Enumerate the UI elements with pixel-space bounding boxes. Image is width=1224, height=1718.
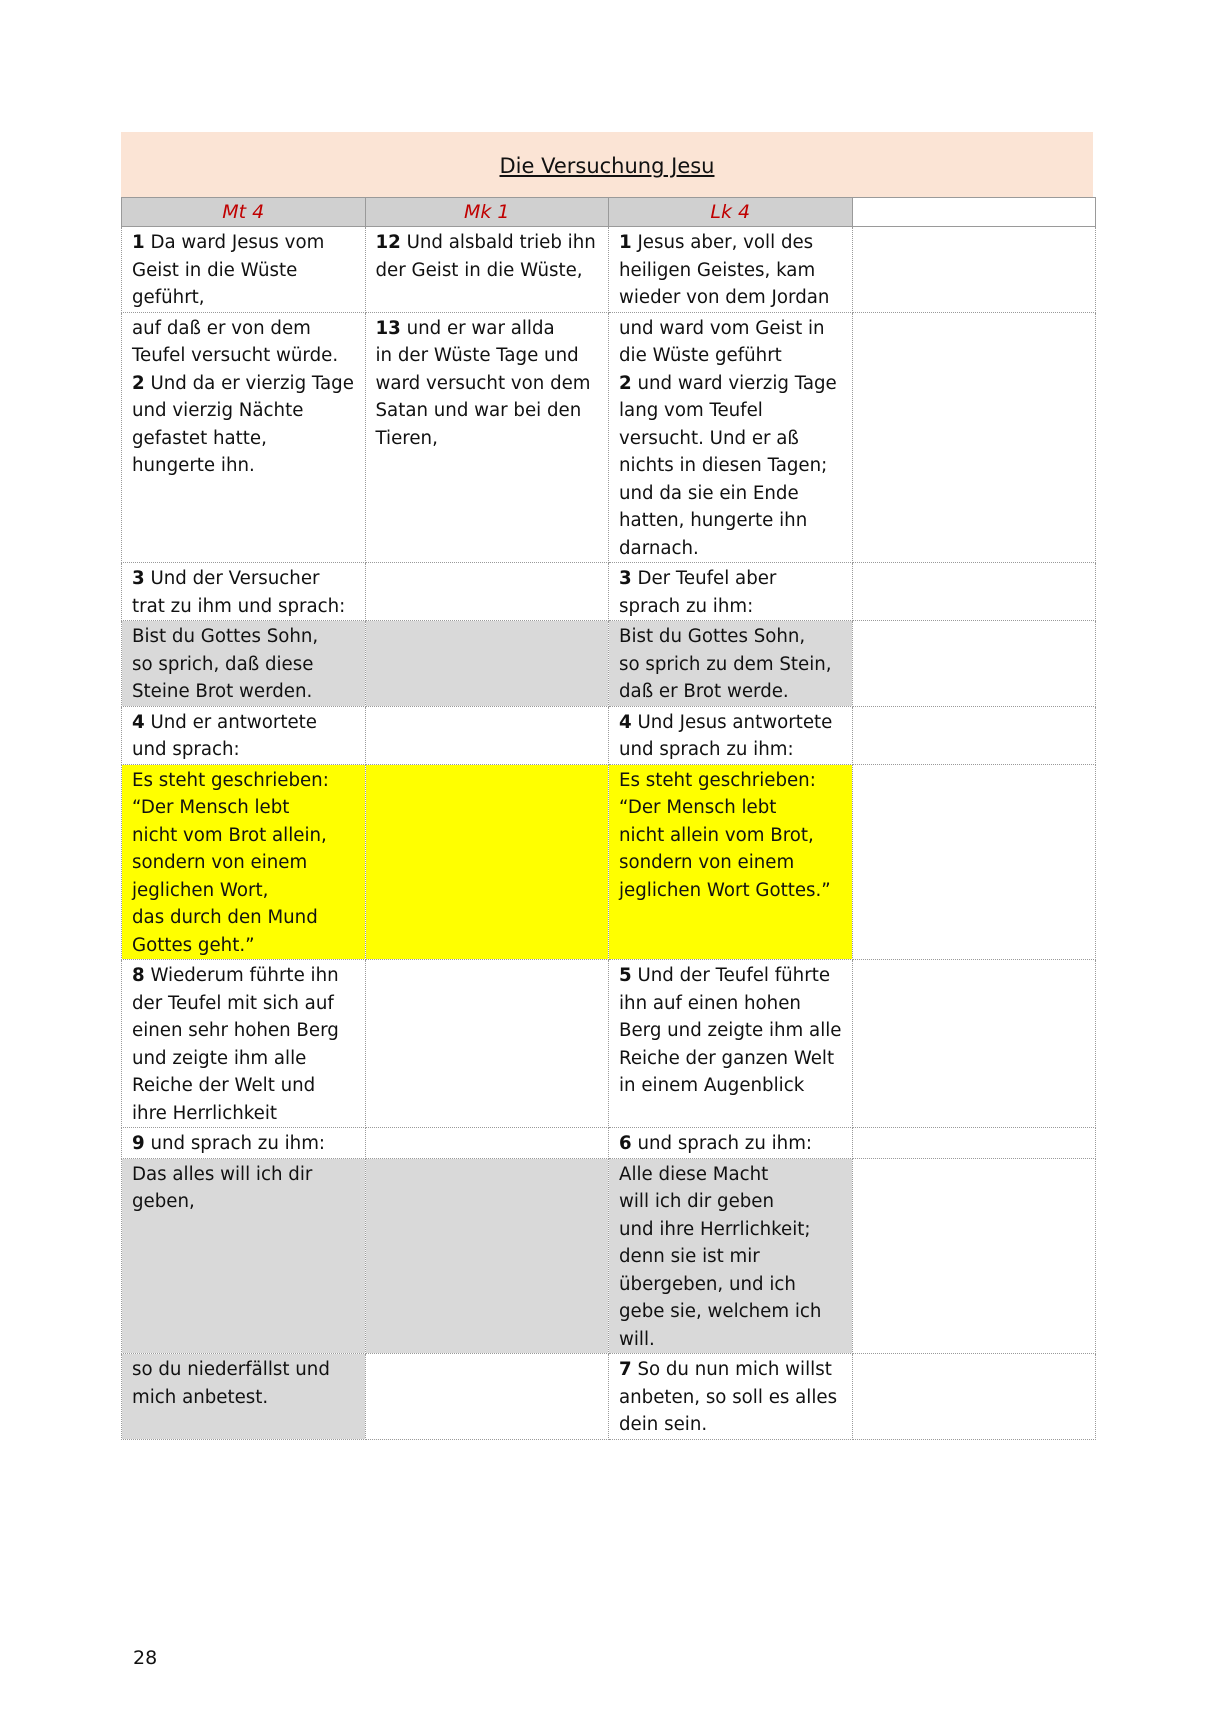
verse-text: und vierzig Nächte [132, 400, 304, 421]
text-line [132, 1100, 357, 1128]
text-line [619, 849, 844, 877]
verse-text: Da ward Jesus vom [144, 232, 325, 253]
text-line [619, 678, 844, 706]
verse-text: Und der Versucher [144, 568, 320, 589]
verse-number: 2 [619, 372, 632, 394]
text-line [132, 962, 357, 990]
text-line [376, 257, 601, 285]
text-line [619, 257, 844, 285]
verse-text: sondern von einem [132, 852, 308, 873]
text-line [619, 1384, 844, 1412]
text-line [132, 1188, 357, 1216]
cell-mk [365, 227, 609, 313]
verse-number: 13 [375, 317, 401, 339]
verse-text: geben, [132, 1191, 195, 1212]
text-line [619, 342, 844, 370]
cell-empty [852, 706, 1096, 764]
cell-mk [365, 764, 609, 960]
verse-text: und ward vom Geist in [619, 317, 825, 339]
text-line [619, 1411, 844, 1439]
page-number: 28 [133, 1647, 158, 1669]
verse-text: auf daß er von dem [132, 317, 311, 339]
verse-text: Der Teufel aber [631, 568, 777, 589]
verse-text: Geist in die Wüste [132, 259, 298, 281]
text-line [619, 794, 844, 822]
text-line [376, 315, 601, 343]
verse-number: 12 [375, 232, 401, 253]
verse-number: 9 [132, 1133, 145, 1154]
text-line [619, 709, 844, 737]
text-line [619, 1161, 844, 1189]
text-line [132, 990, 357, 1018]
text-line [619, 452, 844, 480]
synopsis-table [121, 197, 1096, 1440]
verse-text: und ward vierzig Tage [631, 372, 837, 394]
verse-text: so sprich zu dem Stein, [619, 653, 832, 675]
verse-text: “Der Mensch lebt [619, 797, 777, 818]
cell-mt [122, 960, 366, 1128]
text-line [619, 1298, 844, 1326]
cell-mt [122, 764, 366, 960]
verse-text: so sprich, daß diese [132, 653, 314, 675]
verse-text: sprach zu ihm: [619, 595, 754, 617]
cell-empty [852, 1354, 1096, 1440]
verse-text: Satan und war bei den [375, 400, 582, 421]
text-line [132, 1017, 357, 1045]
verse-text: Es steht geschrieben: [132, 769, 329, 791]
table-row [122, 1354, 1096, 1440]
text-line [132, 794, 357, 822]
table-row [122, 706, 1096, 764]
verse-text: Reiche der ganzen Welt [619, 1047, 835, 1069]
table-row [122, 312, 1096, 563]
table-row [122, 1128, 1096, 1159]
cell-lk [609, 1354, 853, 1440]
verse-text: Und alsbald trieb ihn [400, 232, 596, 253]
verse-text: ward versucht von dem [375, 372, 591, 394]
verse-number: 8 [132, 965, 145, 986]
text-line [132, 257, 357, 285]
text-line [132, 1356, 357, 1384]
verse-text: und sprach zu ihm: [631, 1133, 813, 1154]
verse-text: der Teufel mit sich auf [132, 992, 334, 1014]
verse-text: in der Wüste Tage und [375, 345, 579, 366]
verse-text: Reiche der Welt und [132, 1075, 316, 1096]
verse-text: Berg und zeigte ihm alle [619, 1020, 842, 1041]
cell-lk [609, 960, 853, 1128]
text-line [132, 397, 357, 425]
text-line [619, 1130, 844, 1158]
verse-text: Und da er vierzig Tage [144, 372, 354, 394]
text-line [619, 315, 844, 343]
verse-text: hatten, hungerte ihn [619, 510, 808, 531]
table-row [122, 563, 1096, 621]
column-header-empty [852, 198, 1096, 227]
cell-mk [365, 960, 609, 1128]
verse-number: 4 [132, 711, 145, 733]
text-line [132, 904, 357, 932]
text-line [619, 480, 844, 508]
verse-text: jeglichen Wort Gottes.” [619, 879, 831, 901]
verse-text: einen sehr hohen Berg [132, 1020, 339, 1041]
verse-text: Bist du Gottes Sohn, [619, 626, 806, 647]
text-line [132, 849, 357, 877]
verse-number: 5 [619, 965, 632, 986]
cell-mt [122, 621, 366, 707]
text-line [132, 678, 357, 706]
verse-text: übergeben, und ich [619, 1273, 796, 1295]
text-line [619, 1271, 844, 1299]
text-line [619, 1326, 844, 1354]
title-band [121, 132, 1093, 197]
verse-text: trat zu ihm und sprach: [132, 595, 346, 617]
text-line [619, 397, 844, 425]
page-title: Die Versuchung Jesu [499, 154, 715, 178]
verse-number: 6 [619, 1133, 632, 1154]
verse-text: Und der Teufel führte [631, 965, 831, 986]
text-line [619, 370, 844, 398]
text-line [619, 822, 844, 850]
header-row [122, 198, 1096, 227]
verse-text: Teufel versucht würde. [132, 345, 339, 366]
text-line [132, 1161, 357, 1189]
verse-number: 3 [132, 568, 145, 589]
text-line [619, 736, 844, 764]
verse-number: 2 [132, 372, 145, 394]
verse-text: Wiederum führte ihn [144, 965, 339, 986]
verse-number: 4 [619, 711, 632, 733]
text-line [132, 593, 357, 621]
text-line [619, 507, 844, 535]
verse-text: ihre Herrlichkeit [132, 1102, 278, 1124]
text-line [619, 877, 844, 905]
cell-mk [365, 1128, 609, 1159]
text-line [132, 822, 357, 850]
text-line [132, 452, 357, 480]
verse-text: nicht allein vom Brot, [619, 824, 814, 846]
text-line [132, 229, 357, 257]
verse-text: Jesus aber, voll des [631, 232, 814, 253]
cell-mk [365, 563, 609, 621]
verse-number: 1 [132, 232, 145, 253]
table-row [122, 621, 1096, 707]
verse-text: nicht vom Brot allein, [132, 824, 327, 846]
verse-text: darnach. [619, 537, 699, 559]
cell-lk [609, 1128, 853, 1159]
cell-lk [609, 621, 853, 707]
text-line [619, 535, 844, 563]
table-row [122, 227, 1096, 313]
verse-text: wieder von dem Jordan [619, 287, 830, 308]
verse-number: 7 [619, 1359, 632, 1380]
verse-text: und sprach zu ihm: [619, 739, 794, 760]
cell-lk [609, 764, 853, 960]
cell-mt [122, 1158, 366, 1354]
column-header-lk: Lk 4 [609, 198, 853, 227]
verse-text: hungerte ihn. [132, 455, 255, 476]
text-line [619, 1216, 844, 1244]
verse-text: geführt, [132, 287, 205, 308]
text-line [132, 877, 357, 905]
text-line [619, 623, 844, 651]
text-line [376, 229, 601, 257]
text-line [132, 1130, 357, 1158]
verse-text: und er war allda [400, 317, 555, 339]
cell-empty [852, 227, 1096, 313]
table-row [122, 960, 1096, 1128]
verse-text: die Wüste geführt [619, 345, 782, 366]
verse-text: und zeigte ihm alle [132, 1047, 307, 1069]
text-line [619, 565, 844, 593]
text-line [619, 962, 844, 990]
cell-mk [365, 621, 609, 707]
text-line [619, 1243, 844, 1271]
cell-lk [609, 706, 853, 764]
text-line [132, 315, 357, 343]
verse-text: in einem Augenblick [619, 1075, 805, 1096]
verse-text: will. [619, 1328, 655, 1350]
verse-text: “Der Mensch lebt [132, 797, 290, 818]
cell-lk [609, 1158, 853, 1354]
verse-text: Tieren, [375, 427, 438, 449]
text-line [132, 342, 357, 370]
text-line [619, 767, 844, 795]
verse-number: 3 [619, 568, 632, 589]
verse-text: Bist du Gottes Sohn, [132, 626, 319, 647]
text-line [619, 1045, 844, 1073]
text-line [132, 425, 357, 453]
text-line [132, 284, 357, 312]
text-line [619, 229, 844, 257]
cell-lk [609, 227, 853, 313]
verse-text: und sprach: [132, 739, 240, 760]
text-line [619, 1188, 844, 1216]
verse-text: und sprach zu ihm: [144, 1133, 326, 1154]
cell-lk [609, 312, 853, 563]
cell-empty [852, 563, 1096, 621]
cell-empty [852, 621, 1096, 707]
text-line [132, 623, 357, 651]
table-row [122, 764, 1096, 960]
verse-text: Alle diese Macht [619, 1163, 769, 1185]
cell-empty [852, 764, 1096, 960]
text-line [132, 651, 357, 679]
verse-text: versucht. Und er aß [619, 427, 799, 449]
cell-mk [365, 706, 609, 764]
cell-empty [852, 312, 1096, 563]
cell-empty [852, 960, 1096, 1128]
cell-mk [365, 312, 609, 563]
text-line [619, 593, 844, 621]
text-line [619, 1017, 844, 1045]
cell-mk [365, 1158, 609, 1354]
verse-text: denn sie ist mir [619, 1246, 760, 1267]
cell-empty [852, 1128, 1096, 1159]
verse-text: das durch den Mund [132, 907, 318, 928]
verse-text: heiligen Geistes, kam [619, 259, 816, 281]
text-line [132, 932, 357, 960]
column-header-mk: Mk 1 [365, 198, 609, 227]
verse-text: mich anbetest. [132, 1386, 269, 1408]
text-line [132, 1072, 357, 1100]
text-line [376, 397, 601, 425]
verse-text: Und er antwortete [144, 711, 317, 733]
verse-text: gebe sie, welchem ich [619, 1301, 822, 1322]
verse-text: Gottes geht.” [132, 934, 255, 956]
text-line [132, 767, 357, 795]
cell-mt [122, 227, 366, 313]
cell-mt [122, 706, 366, 764]
verse-text: Und Jesus antwortete [631, 711, 833, 733]
text-line [376, 425, 601, 453]
verse-text: Es steht geschrieben: [619, 769, 816, 791]
verse-number: 1 [619, 232, 632, 253]
text-line [132, 1384, 357, 1412]
cell-lk [609, 563, 853, 621]
column-header-mt: Mt 4 [122, 198, 366, 227]
verse-text: nichts in diesen Tagen; [619, 455, 828, 476]
verse-text: ihn auf einen hohen [619, 992, 801, 1014]
cell-mt [122, 563, 366, 621]
text-line [376, 342, 601, 370]
verse-text: so du niederfällst und [132, 1359, 330, 1380]
text-line [132, 370, 357, 398]
cell-mt [122, 1128, 366, 1159]
verse-text: sondern von einem [619, 852, 795, 873]
verse-text: Das alles will ich dir [132, 1163, 313, 1185]
text-line [619, 990, 844, 1018]
verse-text: So du nun mich willst [631, 1359, 832, 1380]
cell-mk [365, 1354, 609, 1440]
verse-text: jeglichen Wort, [132, 879, 269, 901]
text-line [619, 284, 844, 312]
verse-text: lang vom Teufel [619, 400, 763, 421]
verse-text: gefastet hatte, [132, 427, 267, 449]
verse-text: daß er Brot werde. [619, 681, 789, 702]
verse-text: Steine Brot werden. [132, 681, 313, 702]
cell-mt [122, 1354, 366, 1440]
text-line [619, 425, 844, 453]
text-line [132, 709, 357, 737]
table-row [122, 1158, 1096, 1354]
cell-empty [852, 1158, 1096, 1354]
text-line [132, 565, 357, 593]
verse-text: und da sie ein Ende [619, 482, 799, 504]
text-line [619, 1072, 844, 1100]
text-line [376, 370, 601, 398]
text-line [619, 651, 844, 679]
verse-text: will ich dir geben [619, 1191, 775, 1212]
text-line [619, 1356, 844, 1384]
verse-text: anbeten, so soll es alles [619, 1386, 838, 1408]
verse-text: und ihre Herrlichkeit; [619, 1218, 811, 1240]
text-line [132, 736, 357, 764]
verse-text: der Geist in die Wüste, [375, 259, 583, 281]
text-line [132, 1045, 357, 1073]
verse-text: dein sein. [619, 1414, 708, 1435]
cell-mt [122, 312, 366, 563]
